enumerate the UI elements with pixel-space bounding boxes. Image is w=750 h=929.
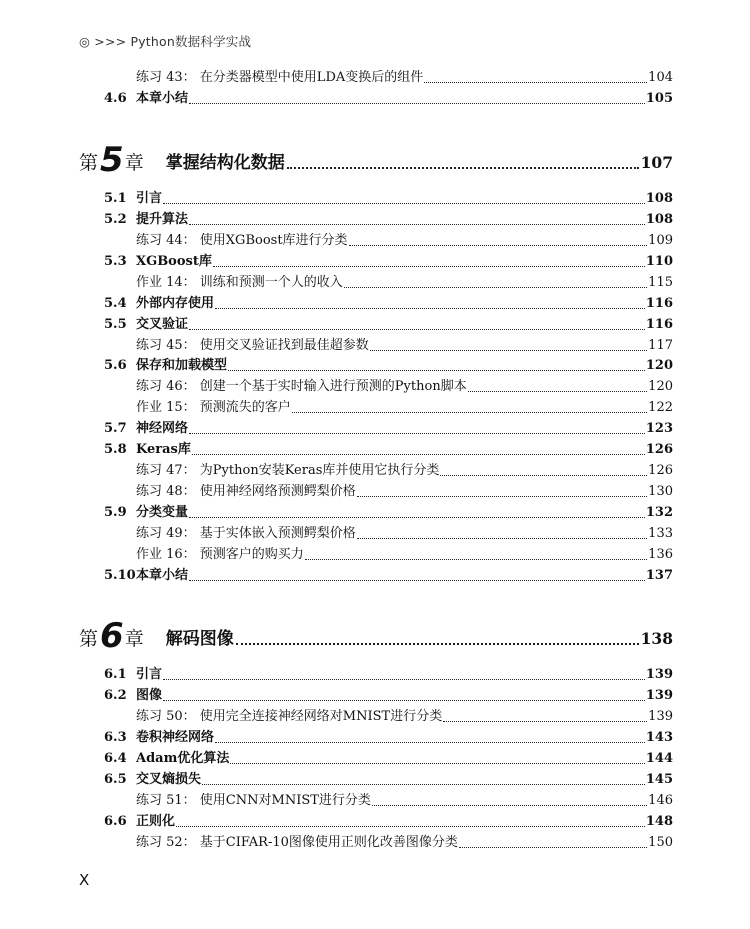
entry-title: 作业 15： 预测流失的客户 [136, 400, 291, 415]
entry-title: 练习 49： 基于实体嵌入预测鳄梨价格 [136, 526, 356, 541]
page-number: 137 [645, 568, 673, 583]
chapter-number: 5 [100, 140, 124, 180]
entry-title: 练习 43： 在分类器模型中使用LDA变换后的组件 [136, 70, 424, 85]
subsection-entry[interactable] [136, 70, 673, 86]
subsection-entry[interactable] [136, 338, 673, 354]
chapter-suffix: 章 [124, 152, 144, 174]
section-number: 5.4 [104, 296, 127, 311]
entry-title: 引言 [136, 191, 163, 206]
page-number: 139 [645, 688, 673, 703]
page-number: 148 [645, 814, 673, 829]
entry-title: 练习 52： 基于CIFAR-10图像使用正则化改善图像分类 [136, 835, 458, 850]
subsection-entry[interactable] [136, 547, 673, 563]
dot-leader [202, 784, 645, 785]
subsection-entry[interactable] [136, 233, 673, 249]
page-number: 123 [645, 421, 673, 436]
page-number: 138 [640, 629, 673, 648]
section-number: 5.10 [104, 568, 136, 583]
chapter-entry[interactable] [79, 614, 673, 656]
dot-leader [163, 679, 645, 680]
dot-leader [189, 224, 645, 225]
page-number: 139 [648, 709, 673, 724]
entry-title: 练习 46： 创建一个基于实时输入进行预测的Python脚本 [136, 379, 467, 394]
page-number: 139 [645, 667, 673, 682]
section-entry[interactable] [104, 688, 673, 704]
chapter-prefix: 第 [79, 152, 99, 174]
chapter-entry[interactable] [79, 138, 673, 180]
dot-leader [468, 391, 647, 392]
chapter-title: 解码图像 [165, 629, 234, 649]
section-number: 5.7 [104, 421, 127, 436]
section-entry[interactable] [104, 505, 673, 521]
dot-leader [424, 82, 647, 83]
page-number: 120 [648, 379, 673, 394]
dot-leader [228, 370, 645, 371]
section-number: 5.8 [104, 442, 127, 457]
section-entry[interactable] [104, 730, 673, 746]
subsection-entry[interactable] [136, 484, 673, 500]
section-entry[interactable] [104, 191, 673, 207]
dot-leader [163, 700, 645, 701]
page-number: 116 [645, 296, 673, 311]
entry-title: 正则化 [136, 814, 176, 829]
section-entry[interactable] [104, 421, 673, 437]
section-number: 6.3 [104, 730, 127, 745]
section-entry[interactable] [104, 358, 673, 374]
dot-leader [189, 580, 645, 581]
entry-title: 练习 48： 使用神经网络预测鳄梨价格 [136, 484, 356, 499]
entry-title: 神经网络 [136, 421, 189, 436]
subsection-entry[interactable] [136, 379, 673, 395]
chapter-number: 6 [100, 616, 124, 656]
chapter-title: 掌握结构化数据 [165, 153, 285, 173]
subsection-entry[interactable] [136, 275, 673, 291]
dot-leader [344, 287, 647, 288]
entry-title: 图像 [136, 688, 163, 703]
section-entry[interactable] [104, 212, 673, 228]
section-number: 6.4 [104, 751, 127, 766]
page-number: 144 [645, 751, 673, 766]
entry-title: 保存和加载模型 [136, 358, 228, 373]
section-number: 5.3 [104, 254, 127, 269]
subsection-entry[interactable] [136, 526, 673, 542]
entry-title: 分类变量 [136, 505, 189, 520]
page-number: 132 [645, 505, 673, 520]
section-number: 5.6 [104, 358, 127, 373]
page-number: 108 [645, 191, 673, 206]
page-number: 116 [645, 317, 673, 332]
entry-title: 提升算法 [136, 212, 189, 227]
page-number: 105 [645, 91, 673, 106]
dot-leader [192, 454, 645, 455]
entry-title: 引言 [136, 667, 163, 682]
running-header: ◎ >>> Python数据科学实战 [79, 34, 252, 49]
section-entry[interactable] [104, 568, 673, 584]
section-entry[interactable] [104, 751, 673, 767]
dot-leader [372, 805, 647, 806]
dot-leader [349, 245, 648, 246]
dot-leader [176, 826, 645, 827]
dot-leader [440, 475, 647, 476]
section-entry[interactable] [104, 296, 673, 312]
entry-title: 练习 45： 使用交叉验证找到最佳超参数 [136, 338, 369, 353]
entry-title: 练习 50： 使用完全连接神经网络对MNIST进行分类 [136, 709, 443, 724]
subsection-entry[interactable] [136, 463, 673, 479]
section-entry[interactable] [104, 254, 673, 270]
entry-title: 本章小结 [136, 568, 189, 583]
section-entry[interactable] [104, 317, 673, 333]
dot-leader [357, 496, 647, 497]
page-number: 117 [648, 338, 673, 353]
dot-leader [357, 538, 647, 539]
page-number: 104 [648, 70, 673, 85]
dot-leader [189, 433, 645, 434]
dot-leader [215, 308, 645, 309]
page-number: 107 [640, 153, 673, 172]
page-number: 108 [645, 212, 673, 227]
section-entry[interactable] [104, 442, 673, 458]
section-number: 6.6 [104, 814, 127, 829]
section-entry[interactable] [104, 814, 673, 830]
chapter-prefix: 第 [79, 628, 99, 650]
subsection-entry[interactable] [136, 709, 673, 725]
dot-leader [189, 103, 645, 104]
entry-title: 作业 16： 预测客户的购买力 [136, 547, 304, 562]
dot-leader [215, 742, 645, 743]
section-number: 5.9 [104, 505, 127, 520]
page-number: 145 [645, 772, 673, 787]
page-number: 126 [645, 442, 673, 457]
dot-leader [213, 266, 645, 267]
dot-leader [443, 721, 647, 722]
entry-title: Keras库 [136, 442, 191, 457]
page-number: X [79, 871, 90, 889]
subsection-entry[interactable] [136, 835, 673, 851]
dot-leader [189, 517, 645, 518]
entry-title: 作业 14： 训练和预测一个人的收入 [136, 275, 343, 290]
section-number: 6.5 [104, 772, 127, 787]
section-entry[interactable] [104, 91, 673, 107]
dot-leader [236, 643, 639, 645]
section-number: 6.2 [104, 688, 127, 703]
entry-title: 练习 44： 使用XGBoost库进行分类 [136, 233, 348, 248]
chapter-suffix: 章 [124, 628, 144, 650]
entry-title: 外部内存使用 [136, 296, 215, 311]
section-number: 4.6 [104, 91, 127, 106]
entry-title: 本章小结 [136, 91, 189, 106]
subsection-entry[interactable] [136, 793, 673, 809]
page-number: 150 [648, 835, 673, 850]
page-number: 133 [648, 526, 673, 541]
dot-leader [305, 559, 647, 560]
page-number: 126 [648, 463, 673, 478]
dot-leader [287, 167, 639, 169]
dot-leader [230, 763, 645, 764]
dot-leader [163, 203, 645, 204]
page-number: 120 [645, 358, 673, 373]
dot-leader [370, 350, 647, 351]
page-number: 130 [648, 484, 673, 499]
page-number: 110 [645, 254, 673, 269]
dot-leader [459, 847, 647, 848]
section-number: 5.1 [104, 191, 127, 206]
page-number: 122 [648, 400, 673, 415]
entry-title: 交叉熵损失 [136, 772, 202, 787]
section-number: 6.1 [104, 667, 127, 682]
page-number: 146 [648, 793, 673, 808]
section-entry[interactable] [104, 772, 673, 788]
subsection-entry[interactable] [136, 400, 673, 416]
page-number: 143 [645, 730, 673, 745]
page-number: 115 [648, 275, 673, 290]
dot-leader [189, 329, 645, 330]
section-entry[interactable] [104, 667, 673, 683]
dot-leader [292, 412, 647, 413]
section-number: 5.2 [104, 212, 127, 227]
entry-title: XGBoost库 [136, 254, 212, 269]
page-number: 109 [648, 233, 673, 248]
entry-title: 交叉验证 [136, 317, 189, 332]
section-number: 5.5 [104, 317, 127, 332]
entry-title: 卷积神经网络 [136, 730, 215, 745]
page-number: 136 [648, 547, 673, 562]
entry-title: 练习 47： 为Python安装Keras库并使用它执行分类 [136, 463, 440, 478]
entry-title: Adam优化算法 [136, 751, 230, 766]
entry-title: 练习 51： 使用CNN对MNIST进行分类 [136, 793, 371, 808]
